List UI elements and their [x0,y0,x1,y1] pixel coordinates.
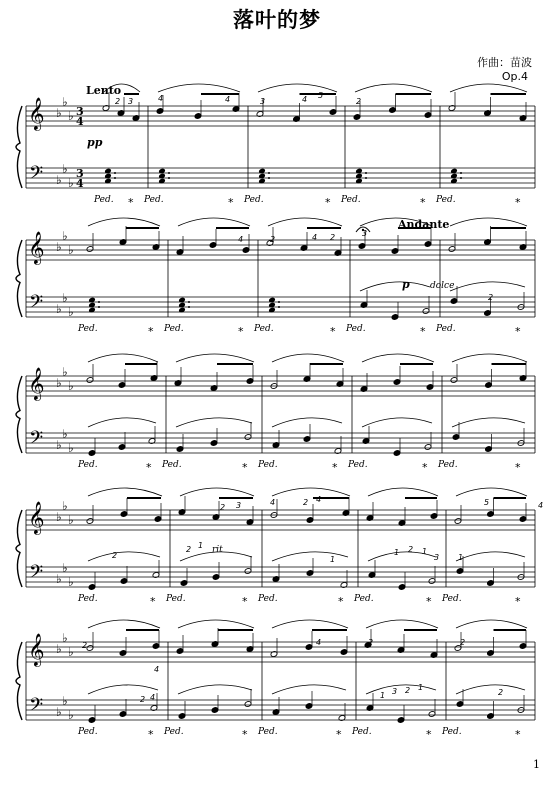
fingering-number: 1 [198,541,204,550]
fingering-number: 4 [225,95,231,104]
slur [178,620,254,628]
flat-icon: ♭ [68,645,74,659]
pedal-down-mark: Ped. [442,727,462,737]
slur [456,620,527,628]
time-signature-top: 3 [76,105,84,118]
pedal-release-mark: * [242,595,248,608]
fingering-number: 2 [220,503,226,512]
treble-staff [26,240,535,260]
bass-clef-icon: 𝄢 [29,562,44,587]
pedal-down-mark: Ped. [436,324,456,334]
fingering-number: 4 [238,235,244,244]
treble-staff [26,376,535,396]
pedal-release-mark: * [242,728,248,741]
slur [366,685,436,694]
fingering-number: 2 [303,498,309,507]
fingering-number: 3 [362,229,368,238]
pedal-down-mark: Ped. [341,195,361,205]
flat-icon: ♭ [56,376,62,390]
fingering-number: 1 [418,683,424,692]
pedal-release-mark: * [148,325,154,338]
pedal-release-mark: * [515,196,521,209]
flat-icon: ♭ [68,176,74,190]
opus-number: Op.4 [501,70,528,83]
system-2 [16,218,535,338]
slur [452,354,527,362]
fingering-number: 5 [484,498,490,507]
flat-icon: ♭ [56,705,62,719]
slur [362,418,432,427]
slur [272,488,350,496]
fingering-number: 3 [236,501,242,510]
slur [268,218,342,226]
slur [178,685,252,694]
time-signature-top: 3 [76,167,84,180]
pedal-release-mark: * [515,595,521,608]
slur [368,488,438,496]
score-title: 落叶的梦 [233,7,321,32]
flat-icon: ♭ [62,291,68,305]
grand-staff-brace [16,240,22,317]
pedal-release-mark: * [146,461,152,474]
slur [258,84,337,92]
grand-staff-brace [16,106,22,188]
pedal-down-mark: Ped. [442,594,462,604]
fingering-number: 4 [154,665,160,674]
fingering-number: 2 [115,97,121,106]
pedal-release-mark: * [332,461,338,474]
pedal-release-mark: * [426,595,432,608]
slur [272,354,344,362]
flat-icon: ♭ [68,109,74,123]
flat-icon: ♭ [56,642,62,656]
pedal-release-mark: * [515,728,521,741]
pedal-down-mark: Ped. [438,460,458,470]
pedal-down-mark: Ped. [346,324,366,334]
flat-icon: ♭ [62,499,68,513]
bass-clef-icon: 𝄢 [29,695,44,720]
bass-clef-icon: 𝄢 [29,292,44,317]
slur [88,218,160,226]
fingering-number: 4 [158,94,164,103]
slur [88,552,160,561]
slur [88,354,158,362]
slur [88,685,158,694]
fingering-number: 2 [498,688,504,697]
slur [272,685,346,694]
pedal-down-mark: Ped. [258,727,278,737]
grand-staff-brace [16,510,22,587]
fingering-number: 4 [270,498,276,507]
fingering-number: 1 [380,691,386,700]
slur [456,685,525,694]
fingering-number: 2 [488,293,494,302]
pedal-release-mark: * [338,595,344,608]
slur [355,84,432,92]
slur [456,488,527,496]
flat-icon: ♭ [62,631,68,645]
flat-icon: ♭ [62,365,68,379]
pedal-down-mark: Ped. [78,594,98,604]
flat-icon: ♭ [56,240,62,254]
system-4 [16,488,535,608]
slur [178,218,250,226]
flat-icon: ♭ [56,572,62,586]
pedal-release-mark: * [330,325,336,338]
flat-icon: ♭ [56,438,62,452]
bass-clef-icon: 𝄢 [29,163,44,188]
pedal-down-mark: Ped. [258,594,278,604]
grand-staff-brace [16,642,22,720]
pedal-release-mark: * [238,325,244,338]
pedal-release-mark: * [336,728,342,741]
pedal-down-mark: Ped. [258,460,278,470]
fingering-number: 1 [458,553,464,562]
treble-staff [26,510,535,530]
fingering-number: 4 [538,501,544,510]
fingering-number: 2 [140,695,146,704]
fingering-number: 1 [394,548,400,557]
slur [88,418,156,427]
expression-rit: rit [212,545,223,555]
dynamic-pp: pp [87,136,103,149]
pedal-down-mark: Ped. [348,460,368,470]
pedal-down-mark: Ped. [244,195,264,205]
fingering-number: 3 [260,97,266,106]
slur [272,620,348,628]
pedal-release-mark: * [148,728,154,741]
slur [450,282,525,291]
fingering-number: 1 [422,547,428,556]
pedal-release-mark: * [242,461,248,474]
slur [176,418,252,427]
flat-icon: ♭ [56,173,62,187]
pedal-down-mark: Ped. [166,594,186,604]
fingering-number: 4 [316,495,322,504]
treble-clef-icon: 𝄞 [28,231,45,264]
pedal-down-mark: Ped. [78,324,98,334]
tempo-lento: Lento [86,84,122,97]
fingering-number: 3 [128,97,134,106]
bass-staff [26,297,535,317]
pedal-release-mark: * [426,728,432,741]
page-number: 1 [533,758,540,771]
flat-icon: ♭ [68,305,74,319]
treble-staff [26,106,535,126]
expression-dolce: dolce [430,281,455,291]
slur [272,552,348,561]
pedal-down-mark: Ped. [144,195,164,205]
fingering-number: 2 [460,638,466,647]
flat-icon: ♭ [68,441,74,455]
fingering-number: 4 [312,233,318,242]
fingering-number: 4 [150,693,156,702]
treble-clef-icon: 𝄞 [28,633,45,666]
time-signature-bottom: 4 [76,115,84,128]
flat-icon: ♭ [56,302,62,316]
fingering-number: 4 [316,638,322,647]
flat-icon: ♭ [62,561,68,575]
fingering-number: 2 [112,551,118,560]
bass-clef-icon: 𝄢 [29,428,44,453]
slur [88,488,162,496]
bass-staff [26,168,535,188]
flat-icon: ♭ [62,95,68,109]
fingering-number: 2 [186,545,192,554]
pedal-release-mark: * [128,196,134,209]
fingering-number: 2 [330,233,336,242]
pedal-down-mark: Ped. [162,460,182,470]
system-3 [16,354,535,474]
fingering-number: 3 [392,687,398,696]
flat-icon: ♭ [56,106,62,120]
treble-clef-icon: 𝄞 [28,367,45,400]
pedal-down-mark: Ped. [436,195,456,205]
flat-icon: ♭ [68,513,74,527]
grand-staff-brace [16,376,22,453]
pedal-release-mark: * [325,196,331,209]
pedal-release-mark: * [228,196,234,209]
fingering-number: 4 [302,95,308,104]
pedal-release-mark: * [150,595,156,608]
slur [176,354,254,362]
slur [88,620,160,628]
composer-credit: 作曲：苗波 [477,56,532,69]
flat-icon: ♭ [68,708,74,722]
fingering-number: 2 [368,638,374,647]
fingering-number: 5 [318,91,324,100]
fingering-number: 2 [408,545,414,554]
pedal-release-mark: * [515,461,521,474]
slur [272,418,342,427]
slur [450,218,527,226]
pedal-release-mark: * [420,196,426,209]
time-signature-bottom: 4 [76,177,84,190]
pedal-down-mark: Ped. [94,195,114,205]
pedal-down-mark: Ped. [164,727,184,737]
fingering-number: 2 [82,641,88,650]
flat-icon: ♭ [68,243,74,257]
flat-icon: ♭ [68,575,74,589]
flat-icon: ♭ [56,510,62,524]
flat-icon: ♭ [68,379,74,393]
flat-icon: ♭ [62,694,68,708]
slur [366,620,438,628]
pedal-down-mark: Ped. [78,727,98,737]
slur [180,488,254,496]
slur [452,418,525,427]
pedal-release-mark: * [422,461,428,474]
tempo-andante: Andante [398,218,450,231]
dynamic-p: p [402,278,410,291]
fingering-number: 2 [405,686,411,695]
pedal-release-mark: * [515,325,521,338]
system-5 [16,620,535,741]
treble-clef-icon: 𝄞 [28,97,45,130]
pedal-down-mark: Ped. [164,324,184,334]
flat-icon: ♭ [62,229,68,243]
pedal-down-mark: Ped. [254,324,274,334]
pedal-down-mark: Ped. [78,460,98,470]
fingering-number: 2 [356,97,362,106]
slur [158,84,240,92]
flat-icon: ♭ [62,162,68,176]
slur [450,84,527,92]
slur [362,354,434,362]
slur [360,282,430,291]
slur [456,552,525,561]
pedal-down-mark: Ped. [352,727,372,737]
fingering-number: 2 [270,235,276,244]
treble-clef-icon: 𝄞 [28,501,45,534]
flat-icon: ♭ [62,427,68,441]
pedal-down-mark: Ped. [354,594,374,604]
pedal-release-mark: * [420,325,426,338]
fingering-number: 3 [434,553,440,562]
fingering-number: 1 [330,555,336,564]
